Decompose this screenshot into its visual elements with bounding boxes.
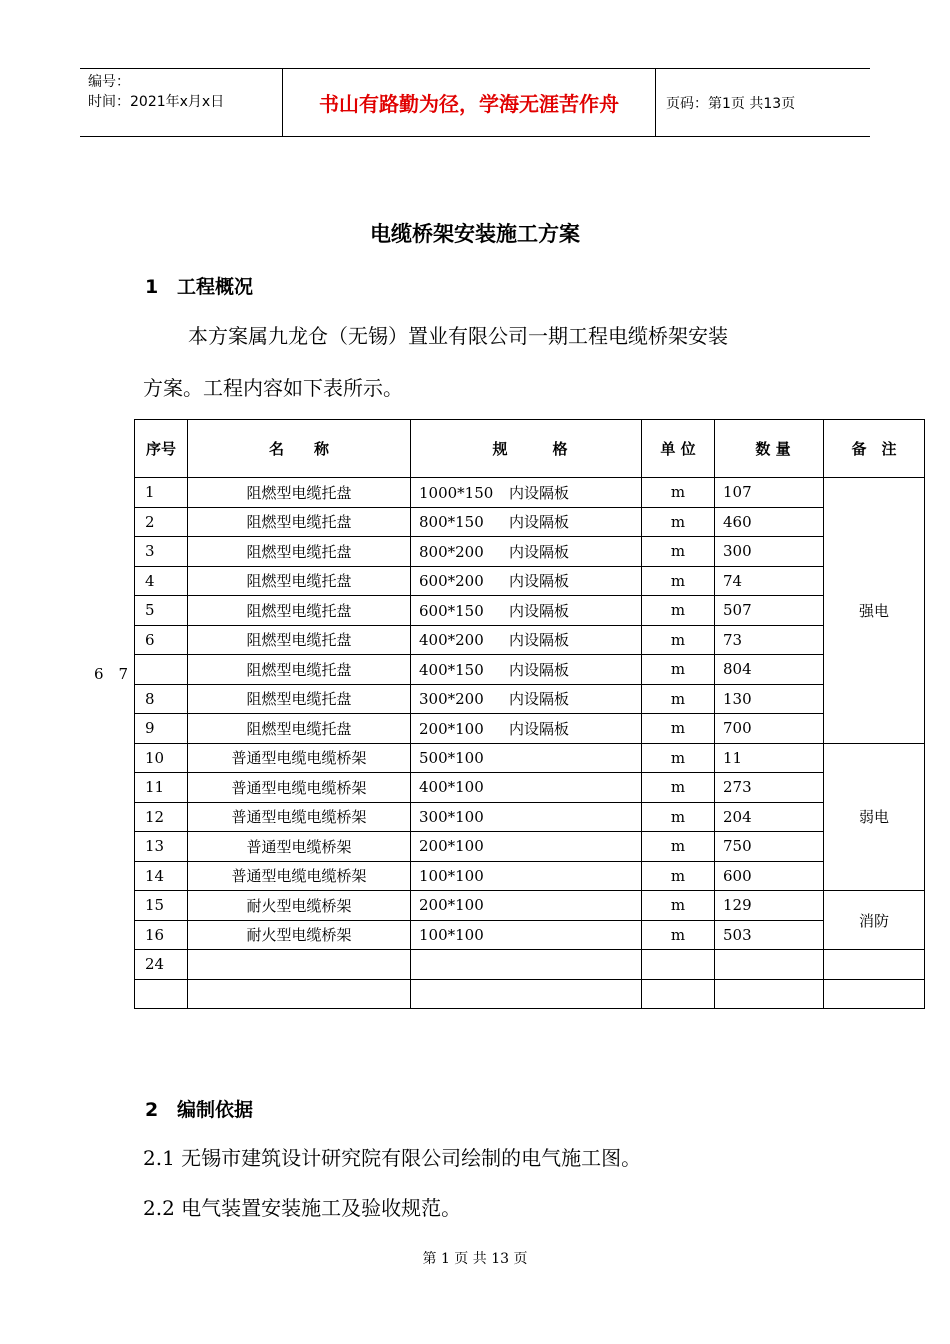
spec-note: 内设隔板 [509,631,570,650]
cell-spec [411,743,642,773]
table-row [135,478,925,508]
cell-spec [411,625,642,655]
cell-name: 阻燃型电缆托盘 [188,478,411,508]
cell-qty [715,950,824,980]
table-row [135,891,925,921]
cell-spec [411,773,642,803]
cell-remark: 消防 [824,891,925,950]
spec-size: 800*150 [419,513,484,532]
cell-qty: 700 [715,714,824,744]
section2-item-1: 2.1 无锡市建筑设计研究院有限公司绘制的电气施工图。 [143,1146,642,1170]
header-seq: 序号 [135,420,188,478]
cell-name: 阻燃型电缆托盘 [188,507,411,537]
cell-unit [642,950,715,980]
header-motto: 书山有路勤为径，学海无涯苦作舟 [282,69,656,136]
cell-spec [411,566,642,596]
table-row [135,832,925,862]
cell-seq: 11 [135,773,188,803]
cell-name: 普通型电缆电缆桥架 [188,861,411,891]
cell-name [188,979,411,1009]
cell-unit: m [642,684,715,714]
section1-para-line1: 本方案属九龙仓（无锡）置业有限公司一期工程电缆桥架安装 [188,324,728,348]
cell-remark [824,979,925,1009]
spec-note: 内设隔板 [509,660,570,679]
cell-qty: 107 [715,478,824,508]
spec-size: 500*100 [419,748,484,767]
header-meta [80,69,280,136]
cell-unit: m [642,920,715,950]
spec-size: 200*100 [419,719,484,738]
spec-size: 400*100 [419,778,484,797]
cell-name: 普通型电缆电缆桥架 [188,743,411,773]
time-label: 时间：2021年x月x日 [88,94,225,110]
cell-qty: 804 [715,655,824,685]
cell-spec [411,802,642,832]
cell-seq: 2 [135,507,188,537]
table-row [135,950,925,980]
table-header-row [135,420,925,478]
cell-spec [411,684,642,714]
cell-qty: 204 [715,802,824,832]
spec-note: 内设隔板 [509,690,570,709]
cell-name: 耐火型电缆桥架 [188,920,411,950]
cell-name: 普通型电缆桥架 [188,832,411,862]
section2-item-2: 2.2 电气装置安装施工及验收规范。 [143,1196,462,1220]
cell-seq [135,655,188,685]
cell-unit: m [642,714,715,744]
page-footer: 第 1 页 共 13 页 [422,1251,528,1267]
cell-remark: 强电 [824,478,925,744]
table-row [135,566,925,596]
spec-size: 400*200 [419,631,484,650]
table-row [135,655,925,685]
section1-para-line2: 方案。工程内容如下表所示。 [143,376,403,400]
cell-qty: 507 [715,596,824,626]
table-row [135,743,925,773]
spec-size: 200*100 [419,896,484,915]
cell-spec [411,920,642,950]
cell-spec [411,478,642,508]
section2-heading [145,1095,253,1122]
number-label: 编号： [88,74,130,90]
table-row [135,684,925,714]
cell-seq: 3 [135,537,188,567]
spec-note: 内设隔板 [509,601,570,620]
cell-qty: 130 [715,684,824,714]
cell-name: 阻燃型电缆托盘 [188,625,411,655]
spec-size: 100*100 [419,925,484,944]
cell-name: 普通型电缆电缆桥架 [188,802,411,832]
cell-seq: 8 [135,684,188,714]
cell-seq [135,979,188,1009]
spec-note: 内设隔板 [509,719,570,738]
spec-size: 600*150 [419,601,484,620]
cell-unit: m [642,861,715,891]
cell-unit: m [642,596,715,626]
cell-name: 耐火型电缆桥架 [188,891,411,921]
cell-spec [411,596,642,626]
header-page-info: 页码：第1页 共13页 [666,95,796,112]
table-row [135,802,925,832]
cell-name: 阻燃型电缆托盘 [188,684,411,714]
cell-seq: 13 [135,832,188,862]
cell-qty: 600 [715,861,824,891]
cell-seq: 6 [135,625,188,655]
spec-size: 100*100 [419,866,484,885]
cell-seq: 9 [135,714,188,744]
spec-size: 800*200 [419,542,484,561]
cell-spec [411,537,642,567]
spec-size: 1000*150 [419,483,494,502]
cell-seq: 5 [135,596,188,626]
cell-seq: 4 [135,566,188,596]
cell-unit: m [642,773,715,803]
cell-seq: 10 [135,743,188,773]
spec-size: 300*200 [419,690,484,709]
margin-note: 6 7 [94,665,129,683]
cell-spec [411,979,642,1009]
spec-size: 200*100 [419,837,484,856]
section1-title: 工程概况 [177,276,254,298]
cell-spec [411,950,642,980]
cell-unit: m [642,478,715,508]
spec-note: 内设隔板 [509,483,570,502]
header-name: 名 称 [188,420,411,478]
table-row [135,920,925,950]
cell-spec [411,655,642,685]
spec-note: 内设隔板 [509,572,570,591]
cell-qty: 460 [715,507,824,537]
table-row [135,596,925,626]
cell-remark: 弱电 [824,743,925,891]
table-row [135,979,925,1009]
cell-unit: m [642,802,715,832]
cell-seq: 16 [135,920,188,950]
cell-qty: 129 [715,891,824,921]
cell-qty: 11 [715,743,824,773]
document-title: 电缆桥架安装施工方案 [370,222,580,246]
cell-qty: 750 [715,832,824,862]
cell-unit: m [642,655,715,685]
cell-name [188,950,411,980]
cell-unit: m [642,832,715,862]
cell-unit: m [642,891,715,921]
cell-qty [715,979,824,1009]
spec-note: 内设隔板 [509,513,570,532]
header-remark: 备 注 [824,420,925,478]
header-spec: 规 格 [411,420,642,478]
cell-seq: 12 [135,802,188,832]
cell-qty: 503 [715,920,824,950]
table-row [135,625,925,655]
section1-heading [145,272,253,299]
cell-name: 阻燃型电缆托盘 [188,596,411,626]
cell-qty: 73 [715,625,824,655]
cell-qty: 273 [715,773,824,803]
spec-size: 300*100 [419,807,484,826]
cell-seq: 14 [135,861,188,891]
cell-seq: 24 [135,950,188,980]
materials-table [134,419,925,1009]
cell-seq: 1 [135,478,188,508]
header-unit: 单 位 [642,420,715,478]
table-row [135,537,925,567]
table-row [135,507,925,537]
cell-unit [642,979,715,1009]
cell-spec [411,891,642,921]
cell-spec [411,832,642,862]
cell-seq: 15 [135,891,188,921]
page-header [80,68,870,137]
cell-name: 阻燃型电缆托盘 [188,714,411,744]
cell-unit: m [642,625,715,655]
cell-name: 阻燃型电缆托盘 [188,655,411,685]
section2-title: 编制依据 [177,1099,254,1121]
cell-remark [824,950,925,980]
cell-qty: 300 [715,537,824,567]
spec-size: 400*150 [419,660,484,679]
table-row [135,714,925,744]
section1-number: 1 [145,276,159,298]
section2-number: 2 [145,1099,159,1121]
cell-spec [411,507,642,537]
cell-spec [411,714,642,744]
cell-spec [411,861,642,891]
cell-name: 阻燃型电缆托盘 [188,537,411,567]
cell-name: 普通型电缆电缆桥架 [188,773,411,803]
cell-unit: m [642,566,715,596]
cell-name: 阻燃型电缆托盘 [188,566,411,596]
cell-unit: m [642,537,715,567]
table-row [135,861,925,891]
spec-note: 内设隔板 [509,542,570,561]
header-qty: 数 量 [715,420,824,478]
table-row [135,773,925,803]
cell-unit: m [642,743,715,773]
cell-unit: m [642,507,715,537]
cell-qty: 74 [715,566,824,596]
spec-size: 600*200 [419,572,484,591]
